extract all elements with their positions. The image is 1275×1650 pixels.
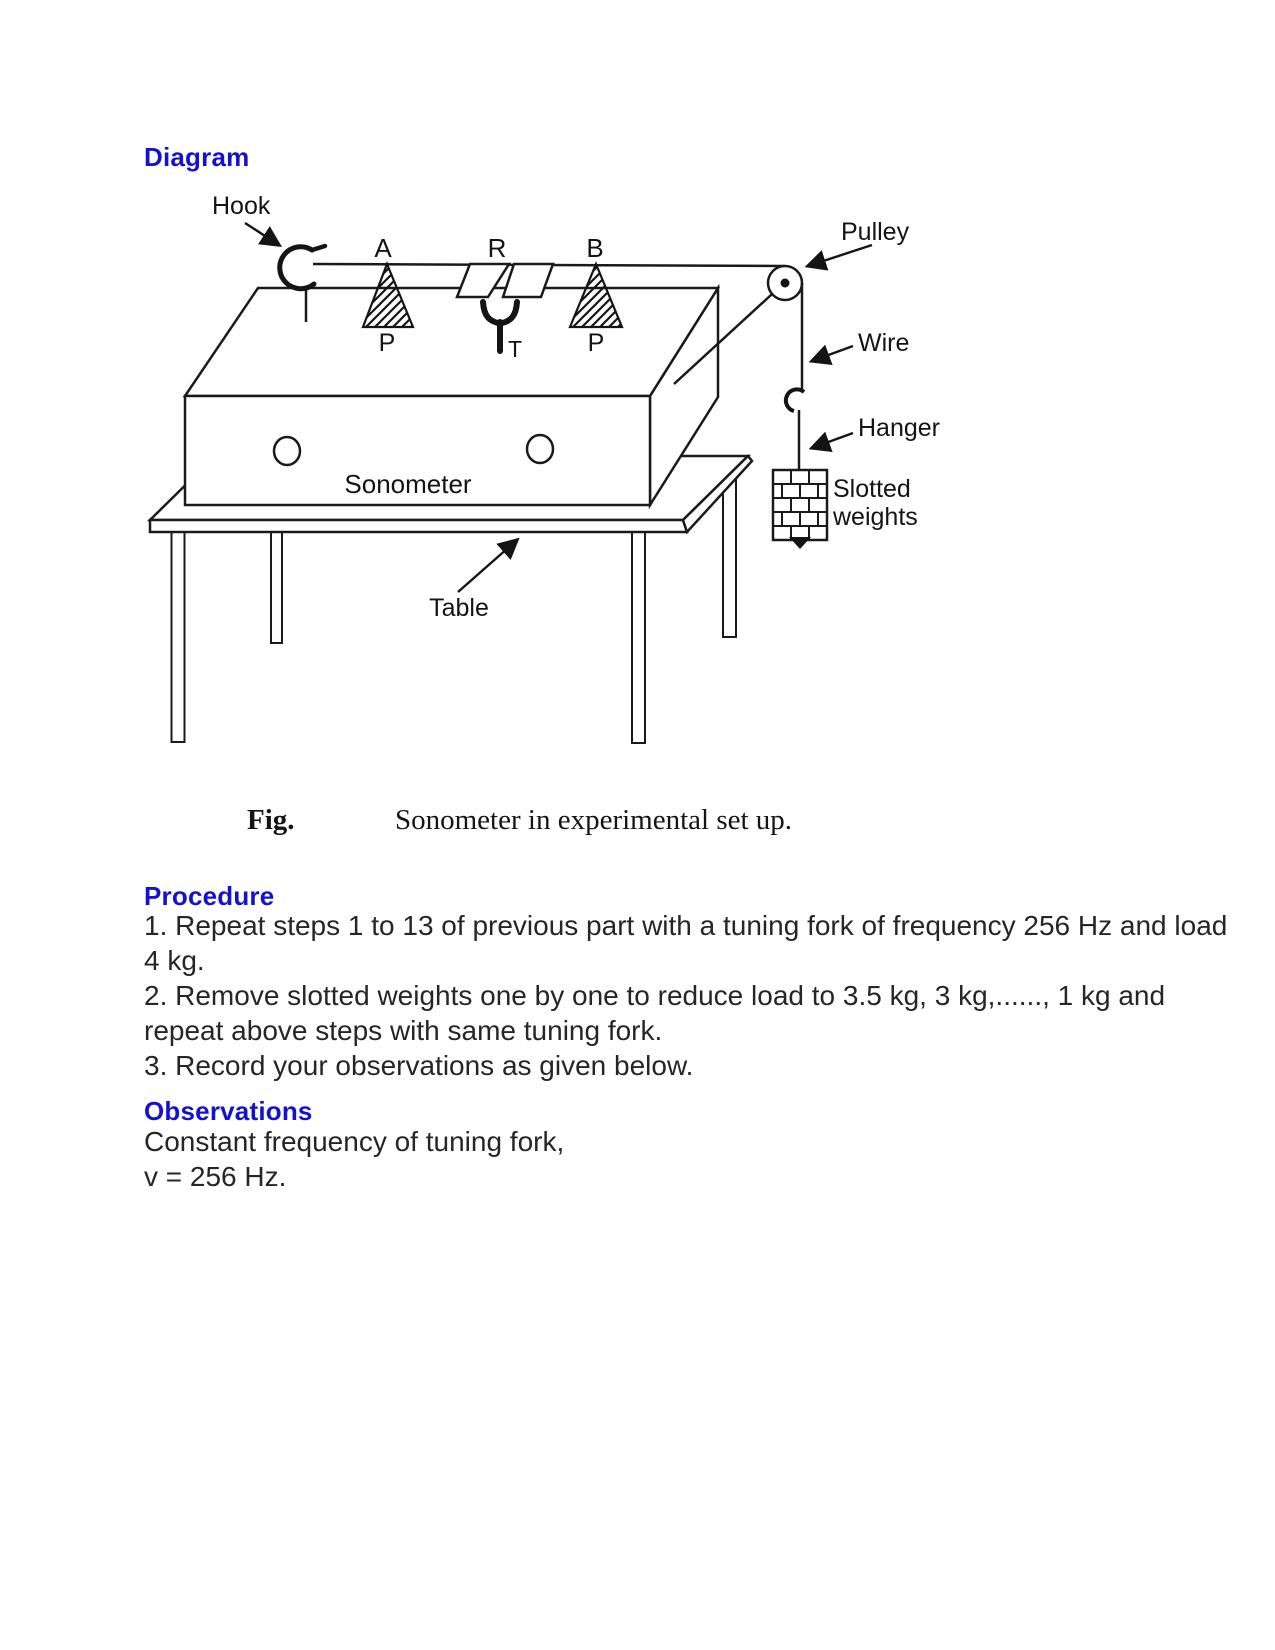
slotted-weights-label-2: weights bbox=[833, 503, 918, 531]
observations-text bbox=[144, 1124, 564, 1194]
sonometer-box bbox=[185, 288, 718, 505]
rider-label: R bbox=[487, 233, 507, 263]
table-label: Table bbox=[429, 594, 489, 622]
wire-arrow bbox=[812, 346, 853, 361]
procedure-line-3: 2. Remove slotted weights one by one to reduce load to 3.5 kg, 3 kg,......, 1 kg and bbox=[144, 980, 1166, 1011]
box-top-face bbox=[185, 288, 718, 396]
fork-t-label: T bbox=[508, 336, 523, 362]
paper-rider bbox=[457, 264, 553, 297]
hanger-ring bbox=[786, 389, 804, 411]
weight-bottom-tip bbox=[789, 537, 811, 549]
pulley-axle bbox=[781, 279, 790, 288]
table-front-edge bbox=[150, 520, 687, 532]
table-leg-front-right bbox=[632, 532, 645, 743]
bridge-b-label: B bbox=[586, 233, 604, 263]
diagram-heading: Diagram bbox=[144, 142, 250, 172]
hanger-arrow bbox=[812, 433, 853, 448]
procedure-line-4: repeat above steps with same tuning fork. bbox=[144, 1015, 663, 1046]
table-leg-front-left bbox=[172, 532, 185, 742]
hook-arrow bbox=[245, 223, 279, 245]
figure-caption-prefix: Fig. bbox=[247, 804, 295, 836]
procedure-line-5: 3. Record your observations as given below. bbox=[144, 1050, 694, 1081]
table-arrow bbox=[458, 540, 517, 592]
p-right-label: P bbox=[587, 329, 605, 357]
procedure-line-2: 4 kg. bbox=[144, 945, 205, 976]
table-leg-back-left bbox=[271, 532, 282, 643]
procedure-text bbox=[144, 908, 1227, 1083]
observations-line-1: Constant frequency of tuning fork, bbox=[144, 1126, 565, 1157]
slotted-weights-stack bbox=[773, 470, 827, 540]
procedure-heading: Procedure bbox=[144, 881, 275, 911]
sonometer-diagram bbox=[0, 0, 1275, 820]
bridge-a-label: A bbox=[374, 233, 392, 263]
procedure-line-1: 1. Repeat steps 1 to 13 of previous part with a tuning fork of frequency 256 Hz and load bbox=[144, 910, 1228, 941]
pulley-label: Pulley bbox=[841, 218, 910, 246]
hook-label: Hook bbox=[212, 192, 271, 220]
wire-label: Wire bbox=[858, 329, 910, 357]
p-left-label: P bbox=[378, 329, 396, 357]
slotted-weights-label-1: Slotted bbox=[833, 475, 911, 503]
figure-caption-text: Sonometer in experimental set up. bbox=[395, 804, 793, 836]
pulley-arrow bbox=[808, 245, 872, 266]
observations-heading: Observations bbox=[144, 1096, 313, 1126]
hanger-and-weights bbox=[773, 389, 827, 549]
figure-caption bbox=[0, 804, 1275, 844]
observations-line-2: v = 256 Hz. bbox=[144, 1161, 287, 1192]
hanger-label: Hanger bbox=[858, 414, 940, 442]
sonometer-label: Sonometer bbox=[344, 469, 472, 499]
